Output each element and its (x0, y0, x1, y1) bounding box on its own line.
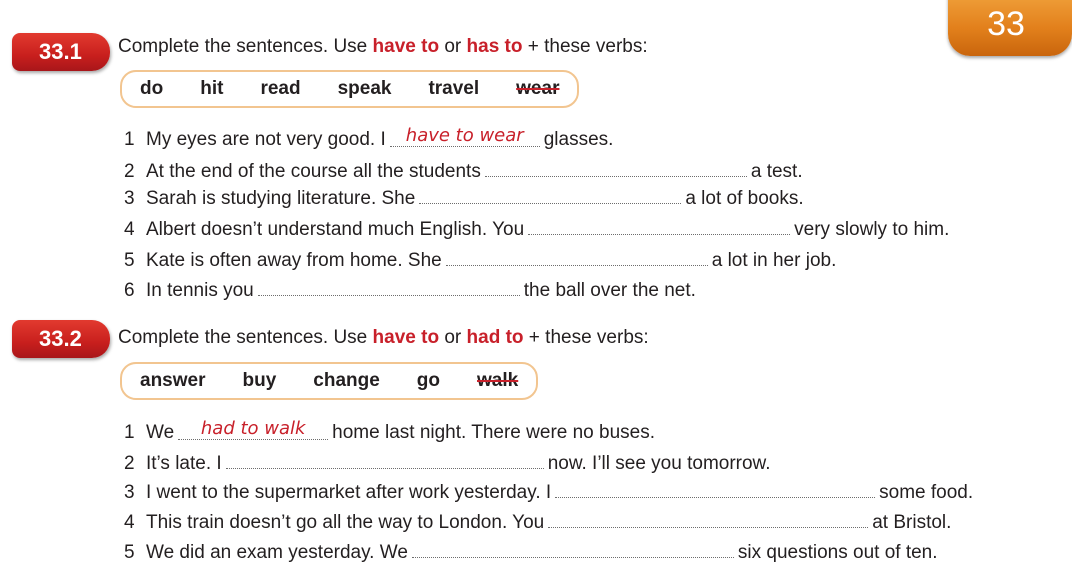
verb-hit: hit (200, 78, 224, 99)
verb-change: change (313, 370, 380, 391)
verb-read: read (260, 78, 301, 99)
sentence-33-1-6: 6 In tennis you the ball over the net. (124, 280, 696, 301)
answer-blank[interactable] (419, 190, 681, 204)
answer-blank[interactable] (555, 484, 875, 498)
sentence-33-1-1: 1 My eyes are not very good. I have to wear glasses. (124, 125, 614, 150)
sentence-33-2-3: 3 I went to the supermarket after work yesterday. I some food. (124, 482, 974, 503)
highlight-has-to: has to (466, 36, 523, 57)
verb-buy: buy (242, 370, 277, 391)
answer-blank[interactable] (258, 282, 520, 296)
answer-blank[interactable] (446, 252, 708, 266)
sentence-33-2-1: 1 We had to walk home last night. There were no buses. (124, 418, 656, 443)
answer-blank[interactable] (528, 221, 790, 235)
highlight-have-to: have to (372, 327, 440, 348)
highlight-had-to: had to (466, 327, 524, 348)
unit-number: 33 (987, 5, 1025, 43)
verb-travel: travel (428, 78, 480, 99)
sentence-33-1-5: 5 Kate is often away from home. She a lot in her job. (124, 250, 837, 271)
sentence-33-2-4: 4 This train doesn’t go all the way to London. You at Bristol. (124, 512, 952, 533)
sentence-33-2-2: 2 It’s late. I now. I’ll see you tomorrow. (124, 453, 771, 474)
verb-wear-struck: wear (516, 78, 560, 99)
sentence-33-1-2: 2 At the end of the course all the students a test. (124, 161, 803, 182)
unit-number-tab (948, 0, 1072, 56)
answer-blank[interactable] (412, 544, 734, 558)
verb-speak: speak (337, 78, 392, 99)
answer-blank[interactable] (226, 455, 544, 469)
verb-do: do (140, 78, 164, 99)
sentence-33-2-5: 5 We did an exam yesterday. We six questions out of ten. (124, 542, 938, 563)
sentence-33-1-3: 3 Sarah is studying literature. She a lot of books. (124, 188, 804, 209)
verb-go: go (416, 370, 441, 391)
exercise-badge-33-2: 33.2 (12, 320, 110, 358)
exercise-instruction-33-2: Complete the sentences. Use have to or had to + these verbs: (118, 327, 649, 348)
sentence-33-1-4: 4 Albert doesn’t understand much English. You very slowly to him. (124, 219, 950, 240)
verb-walk-struck: walk (477, 370, 519, 391)
exercise-badge-33-1: 33.1 (12, 33, 110, 71)
answer-blank[interactable] (548, 514, 868, 528)
answer-blank[interactable] (485, 163, 747, 177)
verb-answer: answer (140, 370, 206, 391)
highlight-have-to: have to (372, 36, 440, 57)
answer-field[interactable]: have to wear (390, 126, 540, 147)
verb-box-33-1 (120, 70, 579, 108)
exercise-instruction-33-1: Complete the sentences. Use have to or has to + these verbs: (118, 36, 648, 57)
verb-box-33-2 (120, 362, 538, 400)
answer-field[interactable]: had to walk (178, 419, 328, 440)
